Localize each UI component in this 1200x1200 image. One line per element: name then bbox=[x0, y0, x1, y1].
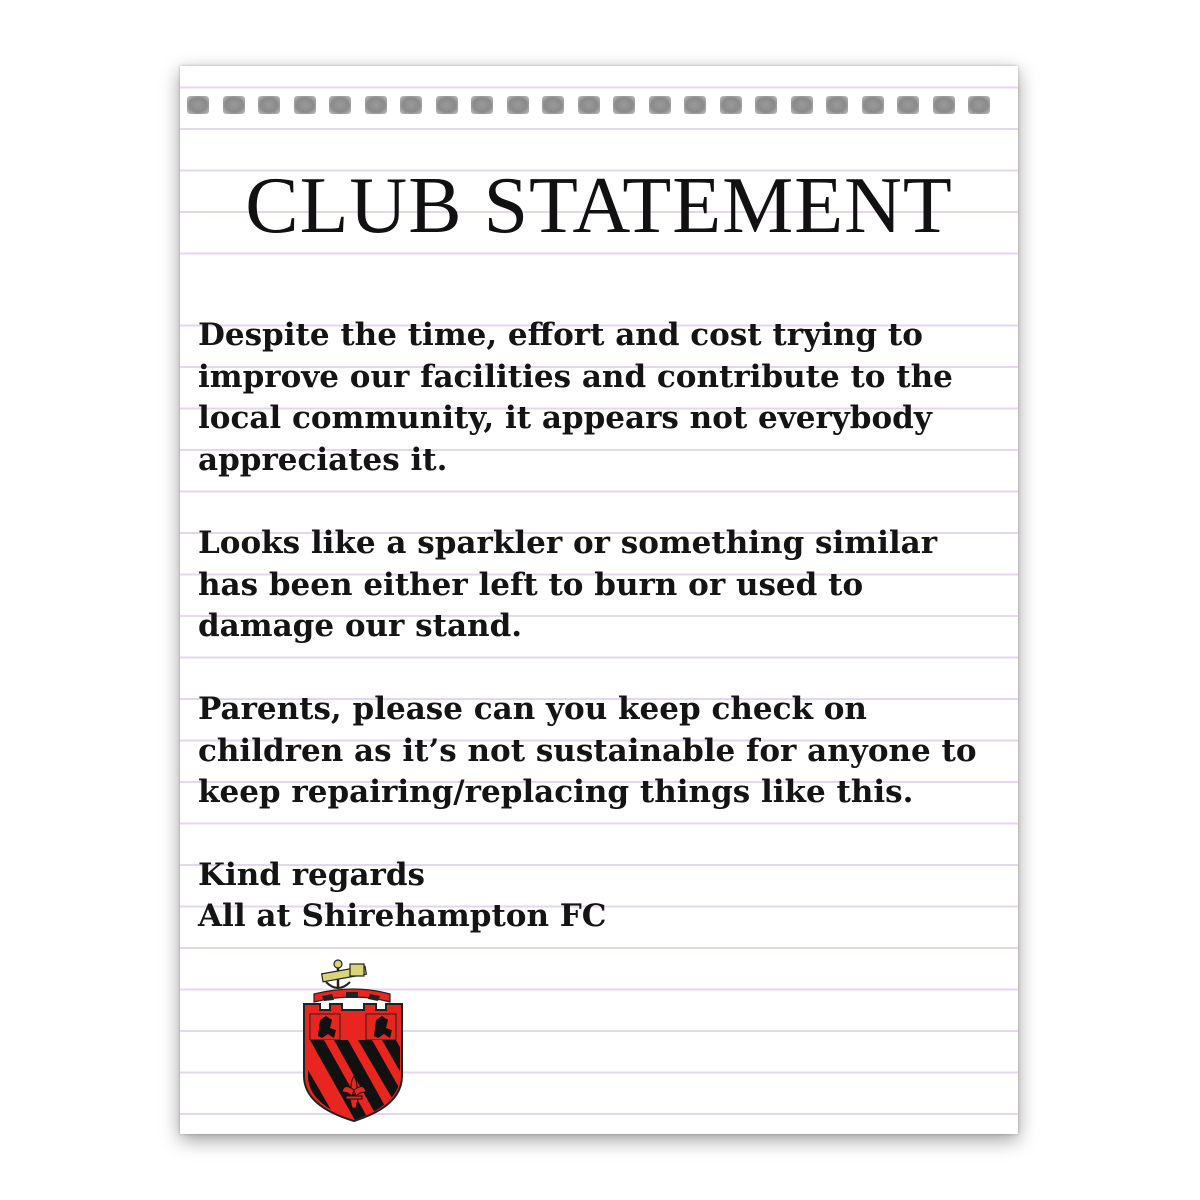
paragraph-1: Despite the time, effort and cost trying to improve our facilities and contribute to the local community, it appears not everybody appreciates it. bbox=[198, 317, 953, 478]
signoff-regards: Kind regards bbox=[198, 857, 426, 893]
binding-holes bbox=[187, 96, 1012, 116]
paragraph-2: Looks like a sparkler or something similar has been either left to burn or used to damage our stand. bbox=[198, 525, 938, 644]
paragraph-3: Parents, please can you keep check on children as it’s not sustainable for anyone to keep repairing/replacing things like this. bbox=[198, 691, 977, 810]
club-crest-icon bbox=[300, 958, 406, 1122]
notice-title: CLUB STATEMENT bbox=[245, 162, 953, 250]
signoff-club: All at Shirehampton FC bbox=[198, 898, 607, 934]
anchor-emblem bbox=[322, 960, 367, 988]
